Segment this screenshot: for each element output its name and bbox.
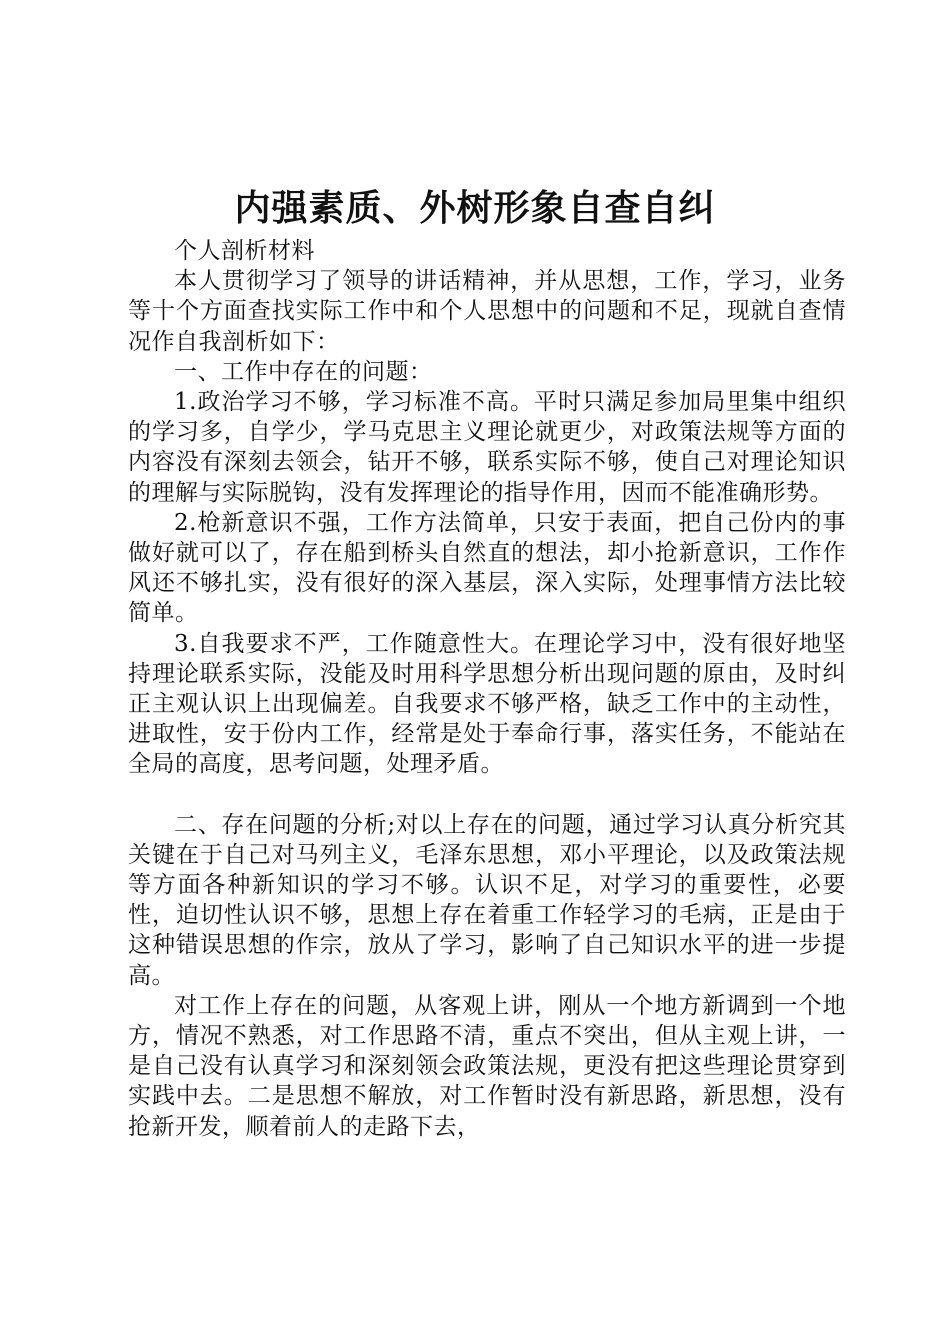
paragraph-item-3: 3.自我要求不严，工作随意性大。在理论学习中，没有很好地坚持理论联系实际，没能及时用科学思想分析出现问题的原由，及时纠正主观认识上出现偏差。自我要求不够严格，缺乏工作中的主动性，进取性，安于份内工作，经常是处于奉命行事，落实任务，不能站在全局的高度，思考问题，处理矛盾。 — [128, 630, 846, 778]
paragraph-analysis: 二、存在问题的分析;对以上存在的问题，通过学习认真分析究其关键在于自己对马列主义，毛泽东思想，邓小平理论，以及政策法规等方面各种新知识的学习不够。认识不足，对学习的重要性，必要性，迫切性认识不够，思想上存在着重工作轻学习的毛病，正是由于这种错误思想的作宗，放从了学习，影响了自己知识水平的进一步提高。 — [128, 811, 846, 989]
section-heading-problems: 一、工作中存在的问题： — [174, 358, 433, 385]
paragraph-intro: 本人贯彻学习了领导的讲话精神，并从思想，工作，学习，业务等十个方面查找实际工作中和个人思想中的问题和不足，现就自查情况作自我剖析如下： — [128, 268, 846, 355]
paragraph-item-2: 2.枪新意识不强，工作方法简单，只安于表面，把自己份内的事做好就可以了，存在船到桥头自然直的想法，却小抢新意识，工作作风还不够扎实，没有很好的深入基层，深入实际，处理事情方法比较简单。 — [128, 509, 846, 627]
paragraph-subtitle: 个人剖析材料 — [174, 238, 315, 264]
paragraph-work-problems: 对工作上存在的问题，从客观上讲，刚从一个地方新调到一个地方，情况不熟悉，对工作思路不清，重点不突出，但从主观上讲，一是自己没有认真学习和深刻领会政策法规，更没有把这些理论贯穿到实践中去。二是思想不解放，对工作暂时没有新思路，新思想，没有抢新开发，顺着前人的走路下去， — [128, 992, 846, 1140]
paragraph-gap — [128, 780, 846, 810]
document-body — [128, 236, 846, 1142]
paragraph-item-1: 1.政治学习不够，学习标准不高。平时只满足参加局里集中组织的学习多，自学少，学马克思主义理论就更少，对政策法规等方面的内容没有深刻去领会，钻开不够，联系实际不够，使自己对理论知识的理解与实际脱钩，没有发挥理论的指导作用，因而不能准确形势。 — [128, 389, 846, 506]
document-title: 内强素质、外树形象自查自纠 — [234, 187, 716, 229]
